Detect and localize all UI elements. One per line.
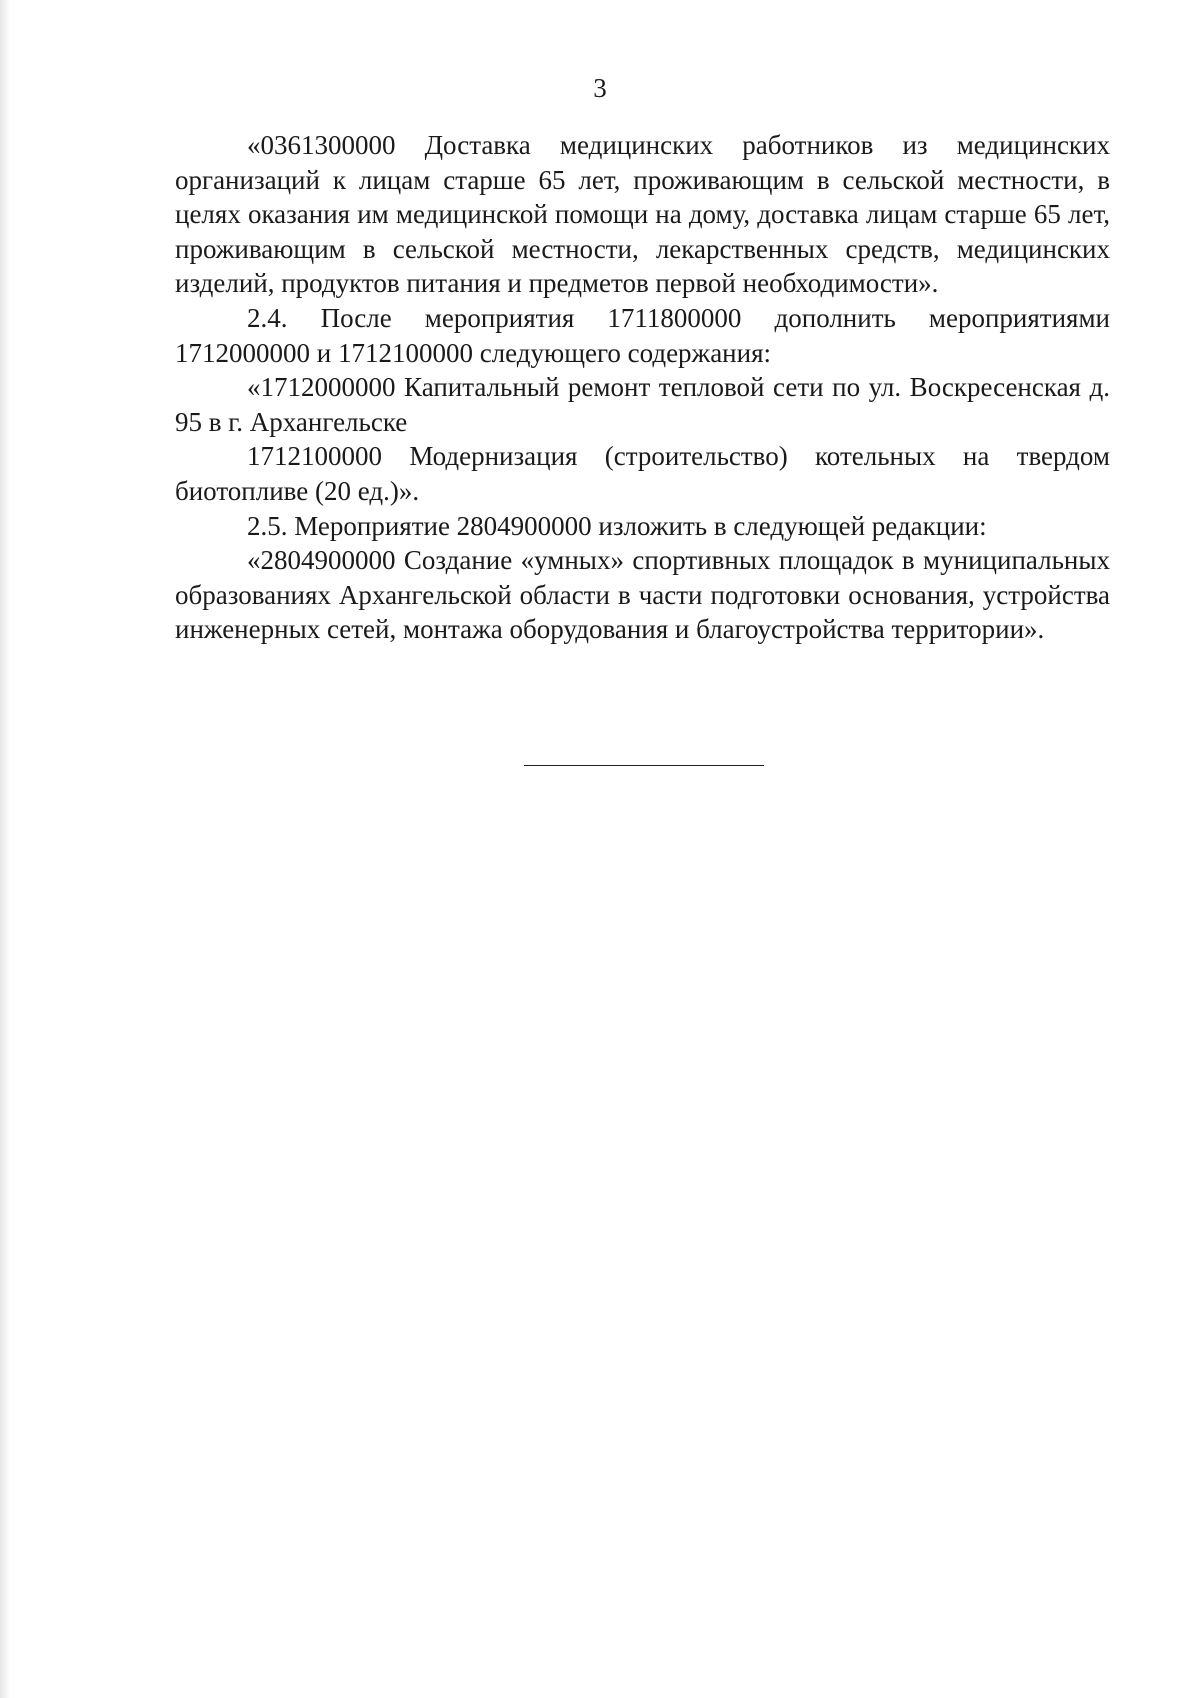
- end-of-text-line: [524, 765, 764, 766]
- page-number: 3: [593, 73, 607, 103]
- document-body: [175, 128, 1110, 647]
- paragraph-smart-sports-grounds: «2804900000 Создание «умных» спортивных площадок в муниципальных образованиях Архангельской области в части подготовки основания, устройства инженерных сетей, монтажа оборудования и благоустройства территории».: [175, 545, 1110, 645]
- paragraph-item-2-5: 2.5. Мероприятие 2804900000 изложить в следующей редакции:: [247, 510, 987, 541]
- paragraph-medical-delivery: «0361300000 Доставка медицинских работников из медицинских организаций к лицам старше 65 лет, проживающим в сельской местности, в целях оказания им медицинской помощи на дому, доставка лицам старше 65 лет, проживающим в сельской местности, лекарственных средств, медицинских изделий, продуктов питания и предметов первой необходимости».: [175, 130, 1110, 299]
- paragraph-item-2-4: 2.4. После мероприятия 1711800000 дополнить мероприятиями 1712000000 и 1712100000 следующего содержания:: [175, 302, 1110, 368]
- paragraph-boiler-modernization: 1712100000 Модернизация (строительство) котельных на твердом биотопливе (20 ед.)».: [175, 441, 1110, 506]
- paragraph-heating-network-repair: «1712000000 Капитальный ремонт тепловой сети по ул. Воскресенская д. 95 в г. Архангельске: [175, 372, 1110, 437]
- scan-edge-shadow: [0, 0, 10, 1698]
